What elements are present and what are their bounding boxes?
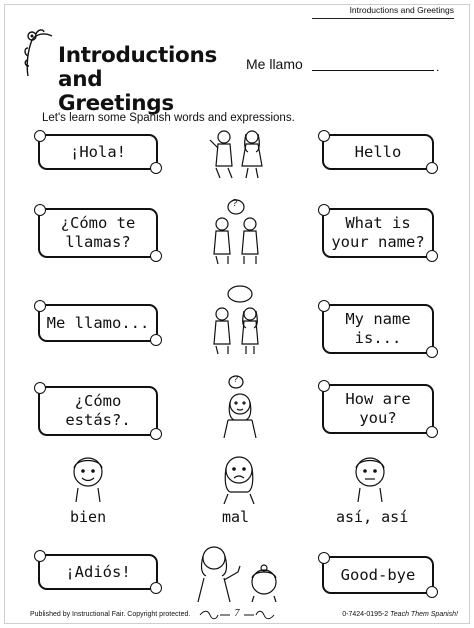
waving-goodbye-illustration [190,538,286,602]
english-phrase: Good-bye [340,565,416,584]
spanish-phrase: ¡Hola! [70,142,126,161]
happy-boy-face-icon [64,452,112,502]
sad-girl-face-icon [214,450,264,504]
spanish-box-como-te-llamas [38,208,158,258]
footer-book-info [320,611,458,618]
instructions: Let's learn some Spanish words and expressions. [42,112,295,124]
english-box-my-name-is [322,304,434,354]
english-box-what-is-your-name [322,208,434,258]
name-line-end-dot: . [436,60,440,74]
english-phrase-line-1: What is [345,214,411,232]
spanish-phrase-line-2: estás?. [65,411,131,429]
spanish-box-como-estas [38,386,158,436]
footer-book-title: Teach Them Spanish! [390,611,458,618]
word-bien: bien [70,508,107,526]
english-box-hello [322,134,434,170]
word-asi-asi: así, así [336,508,409,526]
name-blank-line[interactable] [312,70,434,71]
introducing-illustration [204,284,274,356]
page-title-line-1: Introductions and [58,43,218,92]
greeting-people-illustration [204,128,274,180]
footer-publisher: Published by Instructional Fair. Copyright protected. [30,611,191,618]
english-box-how-are-you [322,384,434,434]
question-mark: ? [232,198,238,209]
spanish-phrase: Me llamo... [46,313,150,332]
english-box-good-bye [322,556,434,594]
asking-name-drawing [204,196,274,266]
asking-name-illustration [204,196,274,266]
page-title-line-2: Greetings [58,91,174,116]
english-phrase-line-1: My name [345,310,411,328]
spanish-box-hola [38,134,158,170]
how-are-you-drawing [210,372,270,438]
word-mal: mal [222,508,250,526]
header-rule [312,18,454,19]
spanish-phrase-line-1: ¿Cómo te [60,214,136,232]
section-label: Introductions and Greetings [349,5,454,15]
english-phrase-line-2: you? [359,409,397,427]
spanish-phrase-line-2: llamas? [65,233,131,251]
page-number: 7 [234,608,240,619]
page-title [58,44,248,116]
spanish-box-me-llamo [38,304,158,342]
english-phrase-line-1: How are [345,390,411,408]
footer-isbn: 0-7424-0195-2 [342,611,389,618]
neutral-boy-face-icon [346,452,394,502]
spanish-phrase: ¡Adiós! [65,562,131,581]
english-phrase: Hello [354,142,402,161]
spanish-box-adios [38,554,158,590]
question-mark: ? [233,374,239,384]
name-prompt: Me llamo [246,56,303,72]
spanish-phrase-line-1: ¿Cómo [74,392,122,410]
how-are-you-illustration [210,372,270,438]
english-phrase-line-2: your name? [331,233,425,251]
english-phrase-line-2: is... [354,329,402,347]
footer-page-number [196,608,278,622]
